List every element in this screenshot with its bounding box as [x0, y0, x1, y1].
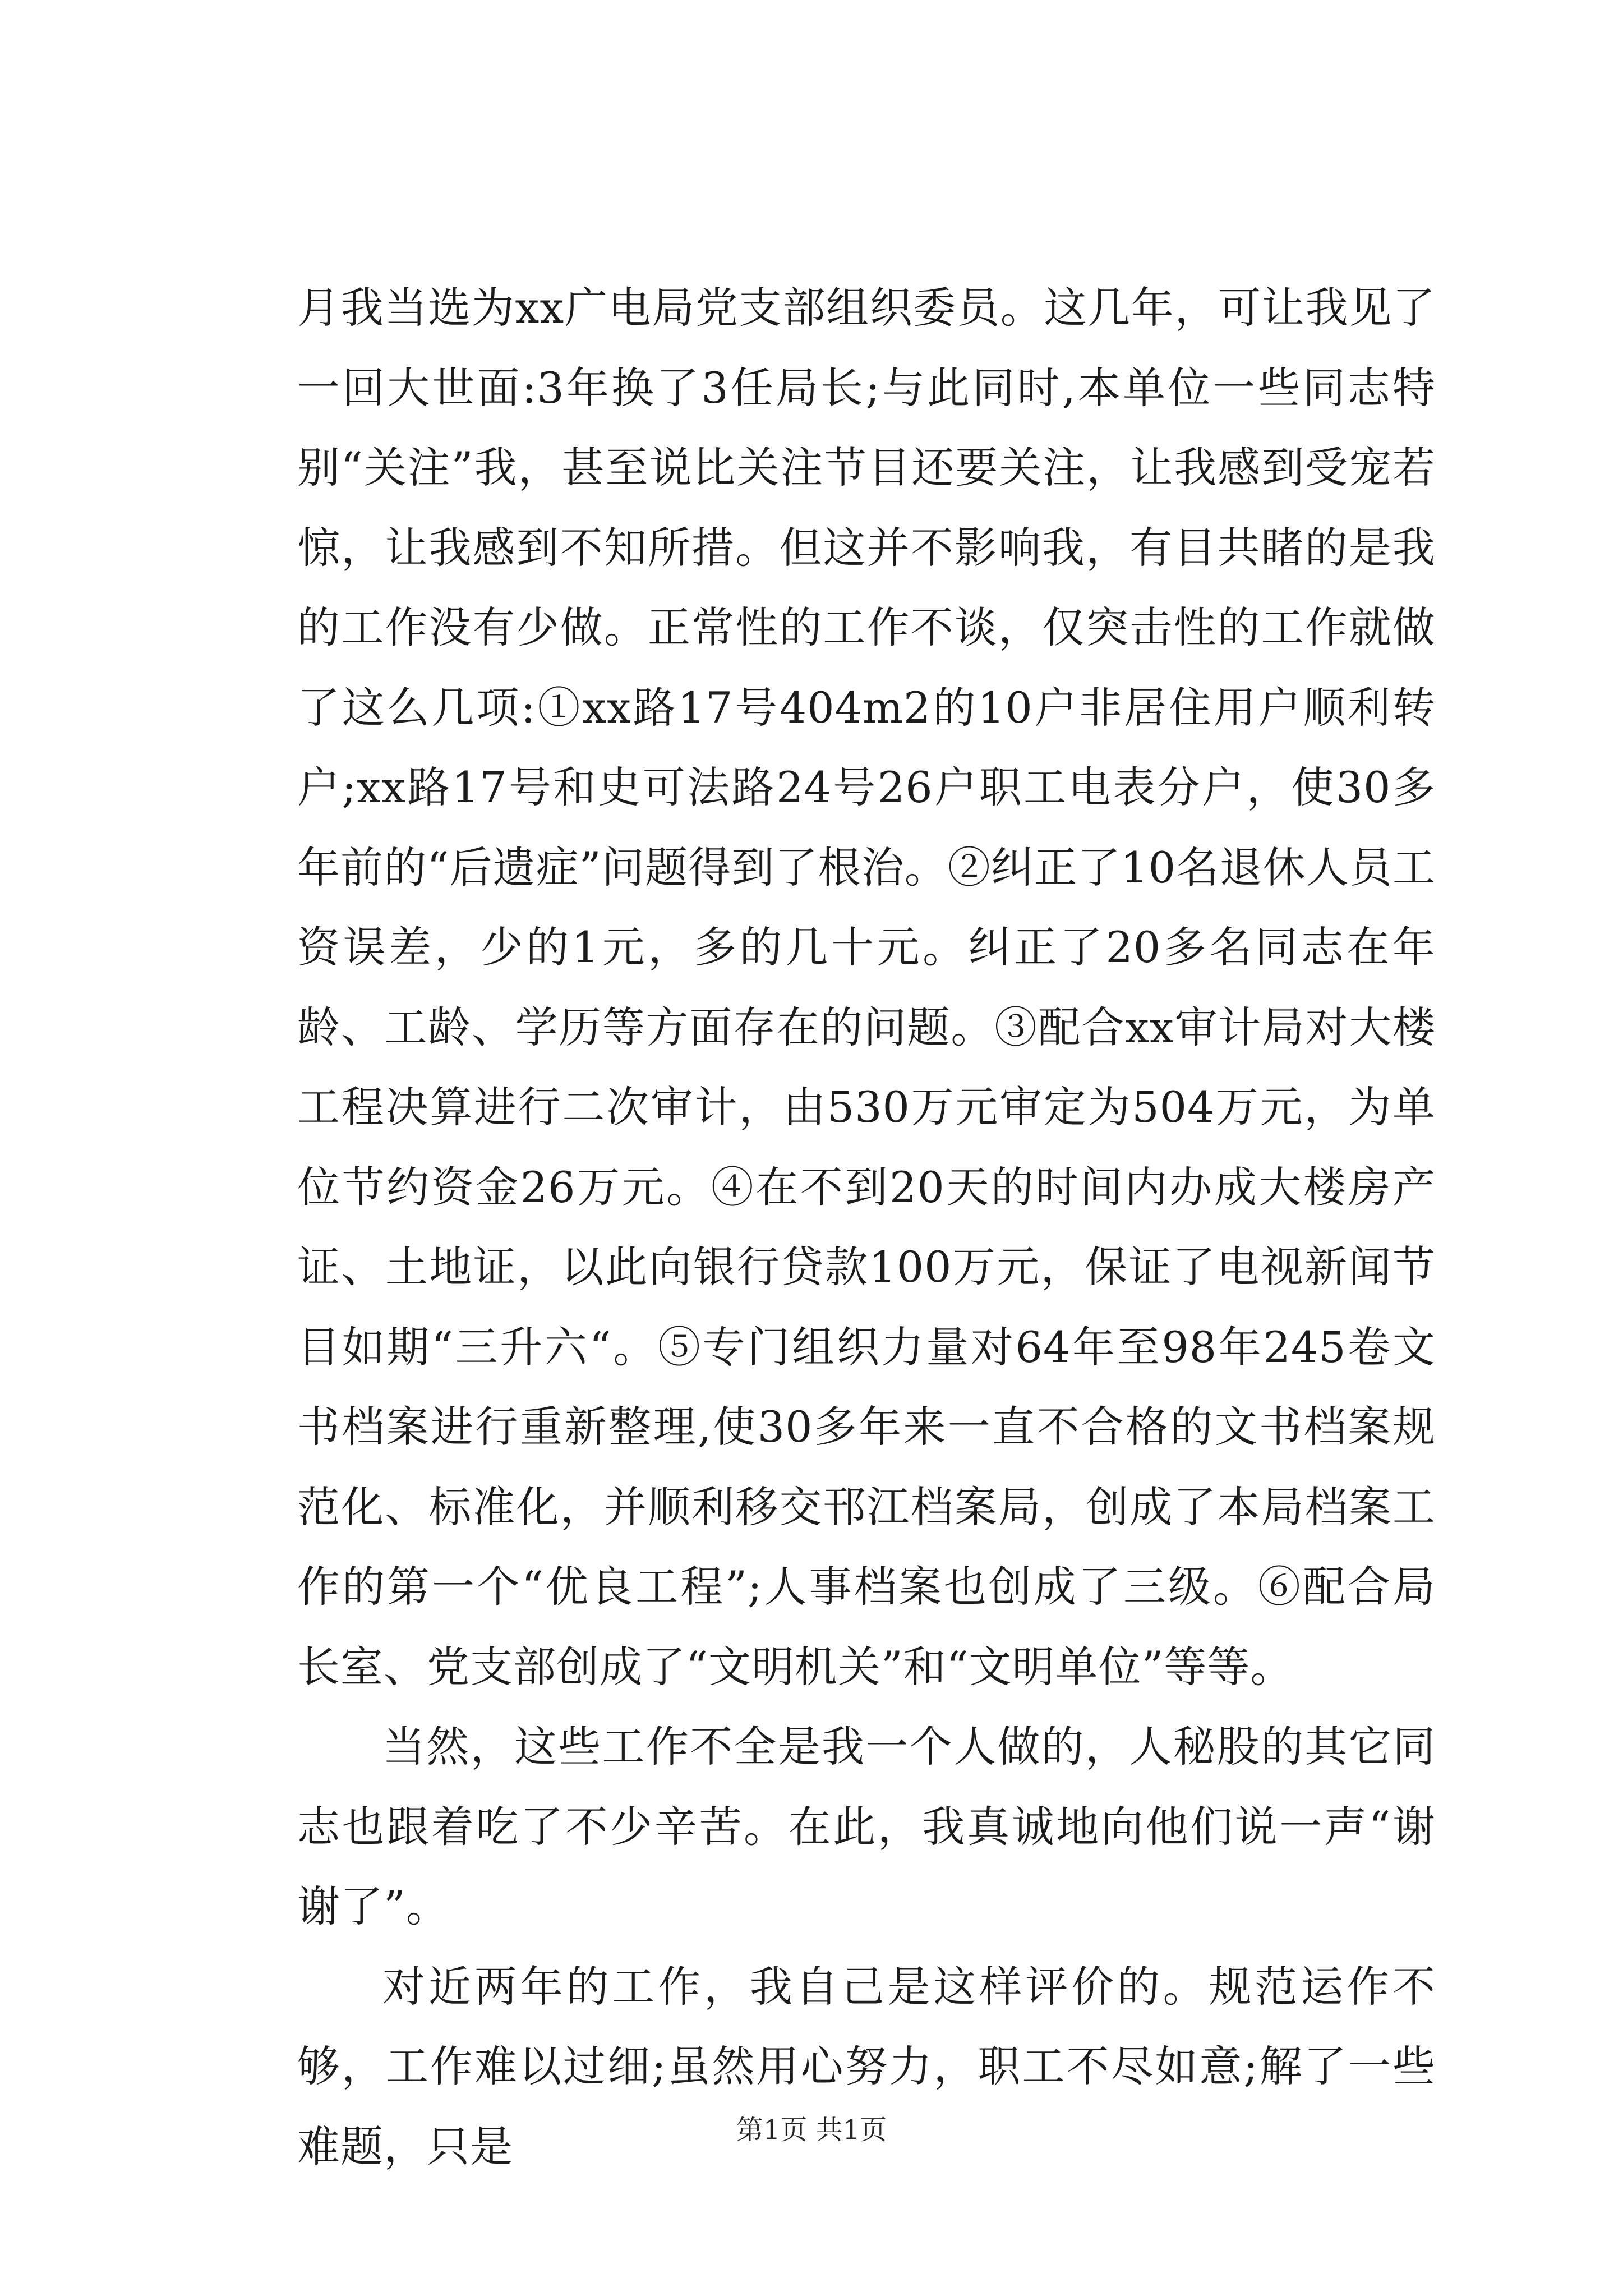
page-footer: 第1页 共1页	[736, 2114, 887, 2146]
document-body	[297, 268, 1436, 2187]
paragraph-continued: 月我当选为xx广电局党支部组织委员。这几年，可让我见了一回大世面:3年换了3任局长;与此同时,本单位一些同志特别“关注”我，甚至说比关注节目还要关注，让我感到受宠若惊，让我感到不知所措。但这并不影响我，有目共睹的是我的工作没有少做。正常性的工作不谈，仅突击性的工作就做了这么几项:①xx路17号404m2的10户非居住用户顺利转户;xx路17号和史可法路24号26户职工电表分户，使30多年前的“后遗症”问题得到了根治。②纠正了10名退休人员工资误差，少的1元，多的几十元。纠正了20多名同志在年龄、工龄、学历等方面存在的问题。③配合xx审计局对大楼工程决算进行二次审计，由530万元审定为504万元，为单位节约资金26万元。④在不到20天的时间内办成大楼房产证、土地证，以此向银行贷款100万元，保证了电视新闻节目如期“三升六“。⑤专门组织力量对64年至98年245卷文书档案进行重新整理,使30多年来一直不合格的文书档案规范化、标准化，并顺利移交邗江档案局，创成了本局档案工作的第一个“优良工程”;人事档案也创成了三级。⑥配合局长室、党支部创成了“文明机关”和“文明单位”等等。	[297, 283, 1436, 1692]
paragraph-thanks: 当然，这些工作不全是我一个人做的，人秘股的其它同志也跟着吃了不少辛苦。在此，我真诚地向他们说一声“谢谢了”。	[297, 1722, 1436, 1931]
paragraph-self-evaluation: 对近两年的工作，我自己是这样评价的。规范运作不够，工作难以过细;虽然用心努力，职工不尽如意;解了一些难题，只是	[297, 1961, 1436, 2171]
